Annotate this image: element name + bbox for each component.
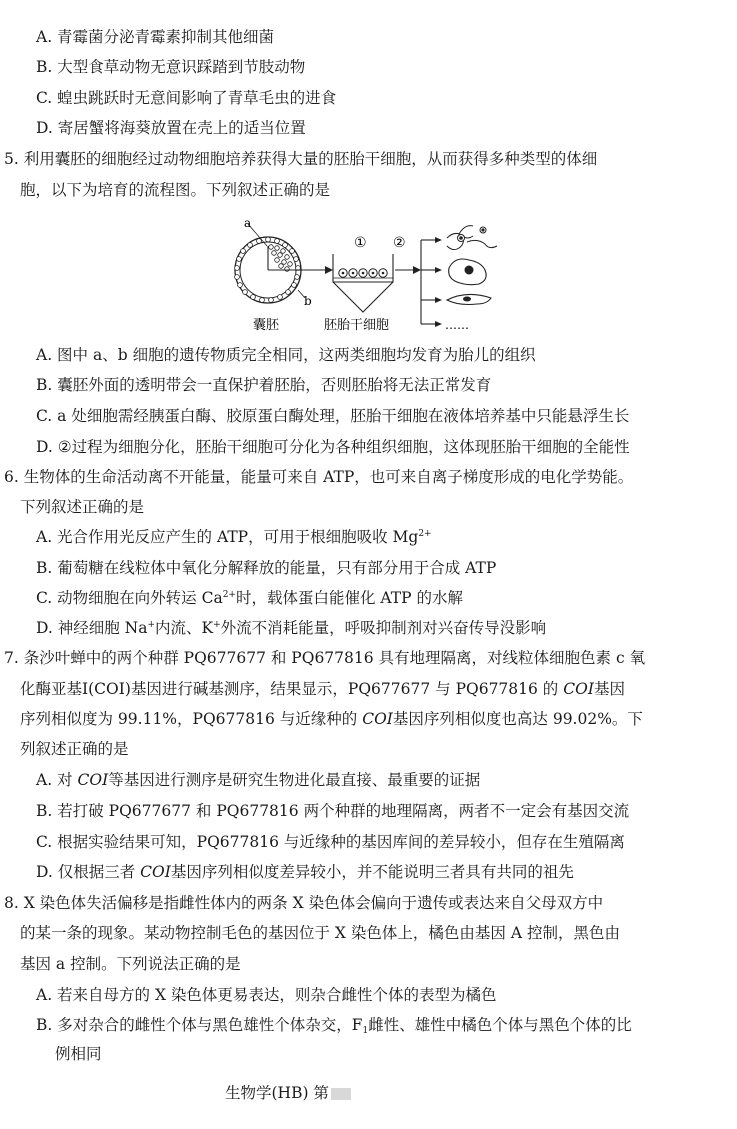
q7-stem-line2-gene: COI [563,680,594,698]
step-1-label: ① [354,235,367,251]
label-a: a [244,216,252,230]
q7-option-d-gene: COI [140,863,171,881]
q8-option-b-sub: 1 [362,1026,369,1036]
q6-option-c-pre: C. 动物细胞在向外转运 Ca [36,589,223,607]
q7-stem-line2 [20,679,625,699]
q6-option-a [36,527,432,547]
irregular-cell [449,259,486,285]
q7-stem-line4: 列叙述正确的是 [20,740,129,758]
q4-option-b: B. 大型食草动物无意识踩踏到节肢动物 [36,58,306,76]
q7-stem-line3-gene: COI [362,710,393,728]
q7-option-a-post: 等基因进行测序是研究生物进化最直接、最重要的证据 [108,771,481,789]
q6-option-c-post: 时，载体蛋白能催化 ATP 的水解 [235,589,463,607]
q8-stem-line3: 基因 a 控制。下列说法正确的是 [20,955,241,973]
step-2-label: ② [393,235,406,251]
q8-stem-line1: 8. X 染色体失活偏移是指雌性体内的两条 X 染色体会偏向于遗传或表达来自父母双方中 [4,894,604,912]
page-footer [225,1083,351,1103]
q6-option-a-sup: 2+ [418,529,432,539]
q7-option-c: C. 根据实验结果可知，PQ677816 与近缘种的基因库间的差异较小，但存在生殖隔离 [36,833,625,851]
q6-option-a-text: A. 光合作用光反应产生的 ATP，可用于根细胞吸收 Mg [36,528,419,546]
q6-option-d-sup1: + [147,620,156,630]
q4-option-a: A. 青霉菌分泌青霉素抑制其他细菌 [36,28,275,46]
q7-option-d [36,862,574,882]
q6-option-d-pre: D. 神经细胞 Na [36,619,148,637]
q7-stem-line3 [20,709,643,729]
q6-option-d-post: 外流不消耗能量，呼吸抑制剂对兴奋传导没影响 [220,619,547,637]
q5-option-c: C. a 处细胞需经胰蛋白酶、胶原蛋白酶处理，胚胎干细胞在液体培养基中只能悬浮生长 [36,407,630,425]
q5-flowchart-figure [215,216,515,334]
q7-stem-line3-pre: 序列相似度为 99.11%，PQ677816 与近缘种的 [20,710,358,728]
q7-stem-line2-pre: 化酶亚基Ⅰ(COⅠ)基因进行碱基测序，结果显示，PQ677677 与 PQ677816 的 [20,680,559,698]
q5-option-b: B. 囊胚外面的透明带会一直保护着胚胎，否则胚胎将无法正常发育 [36,376,492,394]
q6-option-d-sup2: + [213,620,221,630]
q5-option-a: A. 图中 a、b 细胞的遗传物质完全相同，这两类细胞均发育为胎儿的组织 [36,346,536,364]
q5-stem-line2: 胞，以下为培育的流程图。下列叙述正确的是 [20,181,331,199]
branch-1-head [435,237,442,243]
q8-option-b-line2: 例相同 [55,1045,102,1063]
q7-option-a-pre: A. 对 [36,771,73,789]
q6-option-d-mid: 内流、K [155,619,214,637]
q7-option-d-post: 基因序列相似度差异较小，并不能说明三者具有共同的祖先 [170,863,574,881]
arrow-2-head [413,266,421,274]
q6-option-d [36,618,546,638]
branch-4-head [435,321,442,327]
q6-option-c-sup: 2+ [222,590,236,600]
stem-cell-label: 胚胎干细胞 [324,318,390,333]
q8-option-b [36,1015,632,1035]
arrow-1-head [325,266,333,274]
page-number-redacted [331,1088,351,1100]
flowchart-svg [215,216,515,334]
q6-option-c [36,588,463,608]
branch-3-head [435,297,442,303]
more-ellipsis: …… [445,318,469,332]
q7-stem-line2-post: 基因 [593,680,625,698]
q5-option-d: D. ②过程为细胞分化，胚胎干细胞可分化为各种组织细胞，这体现胚胎干细胞的全能性 [36,438,630,456]
q4-option-d: D. 寄居蟹将海葵放置在壳上的适当位置 [36,119,306,137]
q7-stem-line1: 7. 条沙叶蝉中的两个种群 PQ677677 和 PQ677816 具有地理隔离，对线粒体细胞色素 c 氧 [4,649,646,667]
spindle-cell [447,294,491,304]
q6-stem-line1: 6. 生物体的生命活动离不开能量，能量可来自 ATP，也可来自离子梯度形成的电化学势能。 [4,468,634,486]
q7-option-a-gene: COI [77,771,109,789]
label-b: b [304,294,312,308]
q8-option-a: A. 若来自母方的 X 染色体更易表达，则杂合雌性个体的表型为橘色 [36,986,497,1004]
q6-stem-line2: 下列叙述正确的是 [20,498,145,516]
culture-dish [333,254,393,312]
q8-option-b-post: 雌性、雄性中橘色个体与黑色个体的比 [368,1016,632,1034]
inner-cell-mass [269,245,293,272]
q7-option-d-pre: D. 仅根据三者 [36,863,136,881]
q5-stem-line1: 5. 利用囊胚的细胞经过动物细胞培养获得大量的胚胎干细胞，从而获得多种类型的体细 [4,150,598,168]
q8-option-b-pre: B. 多对杂合的雌性个体与黑色雄性个体杂交，F [36,1016,363,1034]
q8-stem-line2: 的某一条的现象。某动物控制毛色的基因位于 X 染色体上，橘色由基因 A 控制，黑色由 [20,924,620,942]
q7-option-b: B. 若打破 PQ677677 和 PQ677816 两个种群的地理隔离，两者不一定会有基因交流 [36,802,630,820]
q7-option-a [36,770,480,790]
footer-text: 生物学(HB) 第 [225,1084,329,1102]
q4-option-c: C. 蝗虫跳跃时无意间影响了青草毛虫的进食 [36,89,337,107]
nerve-cells [447,226,497,250]
q6-option-b: B. 葡萄糖在线粒体中氧化分解释放的能量，只有部分用于合成 ATP [36,559,497,577]
q7-stem-line3-post: 基因序列相似度也高达 99.02%。下 [392,710,643,728]
branch-2-head [435,267,442,273]
blastocyst-label: 囊胚 [253,318,280,333]
